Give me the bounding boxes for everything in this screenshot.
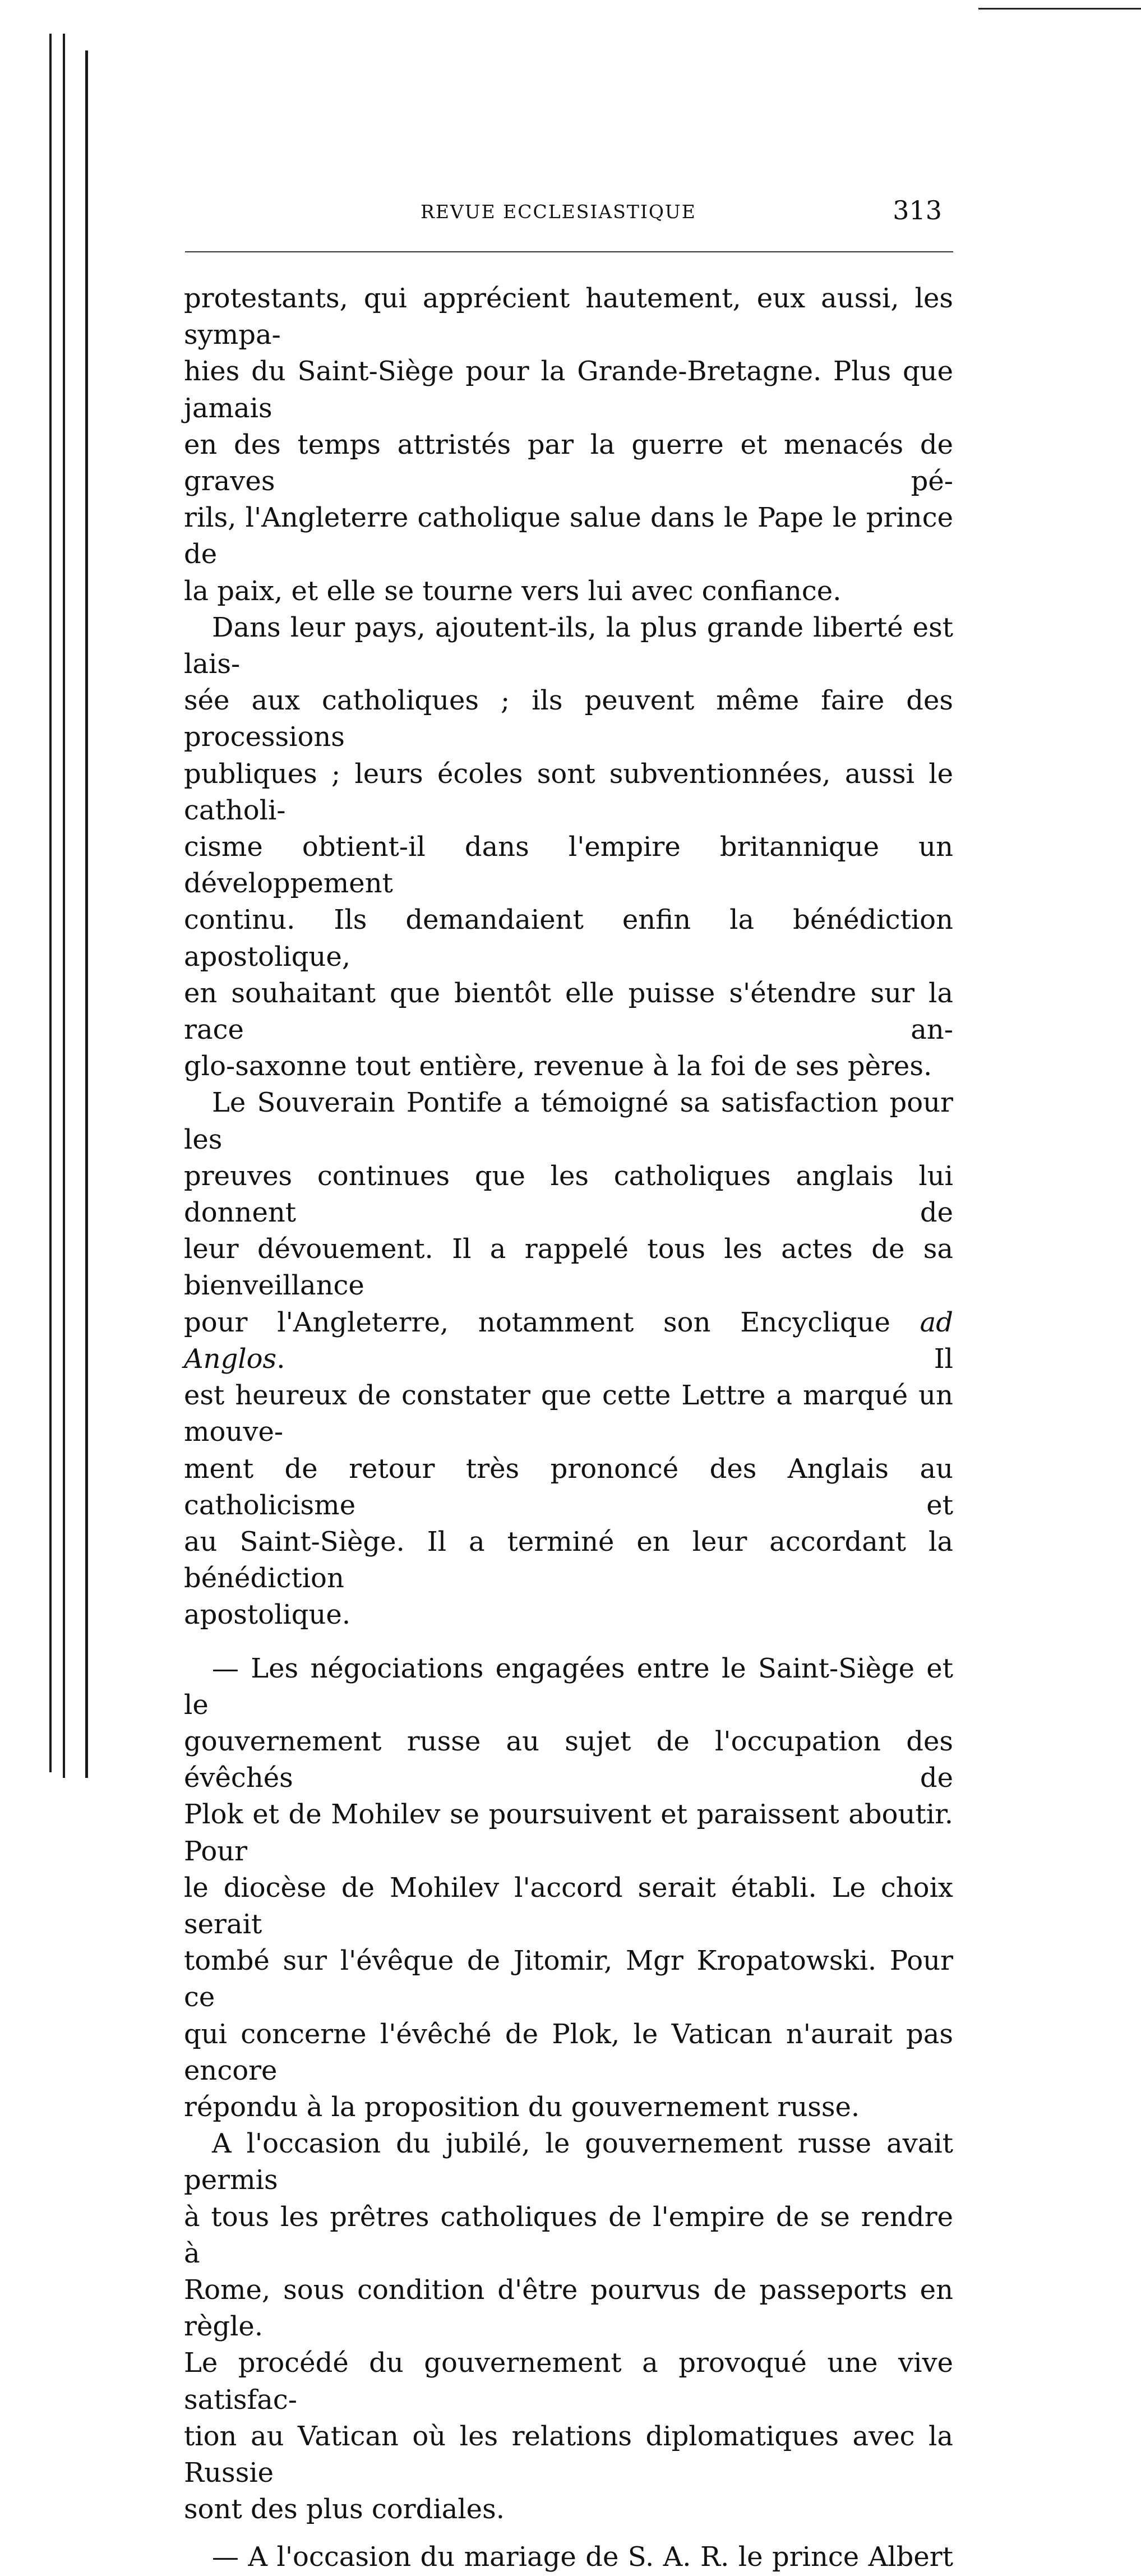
- text-line: en souhaitant que bientôt elle puisse s'étendre sur la race an-: [184, 977, 953, 1046]
- text-line: rils, l'Angleterre catholique salue dans le Pape le prince de: [184, 502, 953, 570]
- text-line: leur dévouement. Il a rappelé tous les actes de sa bienveillance: [184, 1233, 953, 1302]
- paragraph: [184, 1085, 953, 1633]
- text-line: protestants, qui apprécient hautement, eux aussi, les sympa-: [184, 283, 953, 351]
- paragraph: [184, 2539, 953, 2575]
- text-line: la paix, et elle se tourne vers lui avec confiance.: [184, 575, 842, 607]
- text-line: ment de retour très prononcé des Anglais au catholicisme et: [184, 1453, 953, 1521]
- text-line: — Les négociations engagées entre le Saint-Siège et le: [184, 1652, 953, 1721]
- text-line: sont des plus cordiales.: [184, 2494, 505, 2526]
- text-line: apostolique.: [184, 1599, 351, 1631]
- top-rule: [978, 8, 1141, 10]
- text-line: le diocèse de Mohilev l'accord serait établi. Le choix serait: [184, 1872, 953, 1940]
- paragraph: [184, 610, 953, 1085]
- text-line: pour l'Angleterre, notamment son Encyclique ad Anglos. Il: [184, 1306, 953, 1375]
- paragraph: [184, 1651, 953, 2126]
- paragraph: [184, 280, 953, 610]
- text-line: Dans leur pays, ajoutent-ils, la plus grande liberté est lais-: [184, 611, 953, 680]
- text-line: A l'occasion du jubilé, le gouvernement russe avait permis: [184, 2128, 953, 2196]
- text-line: preuves continues que les catholiques anglais lui donnent de: [184, 1160, 953, 1229]
- binding-edge-line: [85, 50, 88, 1778]
- text-line: sée aux catholiques ; ils peuvent même faire des processions: [184, 685, 953, 753]
- text-line: en des temps attristés par la guerre et menacés de graves pé-: [184, 428, 953, 497]
- text-line: cisme obtient-il dans l'empire britannique un développement: [184, 831, 953, 900]
- text-line: qui concerne l'évêché de Plok, le Vatican n'aurait pas encore: [184, 2018, 953, 2086]
- page-number: 313: [893, 195, 942, 225]
- text-line: tombé sur l'évêque de Jitomir, Mgr Kropatowski. Pour ce: [184, 1945, 953, 2013]
- header-rule: [185, 251, 953, 252]
- running-head: REVUE ECCLESIASTIQUE: [421, 201, 696, 223]
- text-line: Le procédé du gouvernement a provoqué une vive satisfac-: [184, 2347, 953, 2416]
- text-line: Plok et de Mohilev se poursuivent et paraissent aboutir. Pour: [184, 1799, 953, 1867]
- text-line: gouvernement russe au sujet de l'occupation des évêchés de: [184, 1725, 953, 1794]
- binding-edge-line: [63, 34, 65, 1778]
- text-line: continu. Ils demandaient enfin la bénédiction apostolique,: [184, 904, 953, 973]
- text-line: au Saint-Siège. Il a terminé en leur accordant la bénédiction: [184, 1526, 953, 1595]
- text-line: glo-saxonne tout entière, revenue à la foi de ses pères.: [184, 1050, 932, 1082]
- text-line: publiques ; leurs écoles sont subventionnées, aussi le catholi-: [184, 758, 953, 826]
- body-text: [184, 280, 953, 2576]
- text-line: Rome, sous condition d'être pourvus de passeports en règle.: [184, 2274, 953, 2343]
- text-line: Le Souverain Pontife a témoigné sa satisfaction pour les: [184, 1087, 953, 1155]
- text-line: hies du Saint-Siège pour la Grande-Bretagne. Plus que jamais: [184, 356, 953, 424]
- text-line: — A l'occasion du mariage de S. A. R. le prince Albert: [212, 2541, 953, 2573]
- text-line: répondu à la proposition du gouvernement russe.: [184, 2091, 860, 2123]
- binding-edge-line: [49, 34, 52, 1772]
- text-line: tion au Vatican où les relations diplomatiques avec la Russie: [184, 2420, 953, 2489]
- italic-title: ad Anglos: [184, 1306, 953, 1375]
- text-line: à tous les prêtres catholiques de l'empire de se rendre à: [184, 2201, 953, 2269]
- text-line: est heureux de constater que cette Lettre a marqué un mouve-: [184, 1380, 953, 1448]
- page-header: [185, 195, 953, 234]
- paragraph: [184, 2126, 953, 2528]
